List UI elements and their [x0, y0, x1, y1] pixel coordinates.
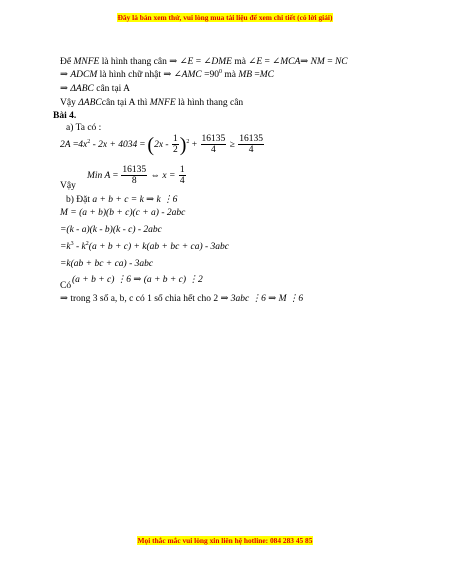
line-isosceles-triangle: ⇒ ΔABC cân tại A	[60, 84, 131, 94]
co-label: Có	[60, 281, 72, 291]
min-a-result: Min A = $\frac{16135}{8}$ ⇔ x = $\frac{1}{4}$	[87, 165, 185, 187]
line-isosceles-trapezoid: Để MNFE là hình thang cân ⇒ ∠E = ∠DME mà ∠E = ∠MCA⇒ NM = NC	[60, 57, 348, 67]
part-b-setup: b) Đặt a + b + c = k ⇒ k ⋮6	[66, 195, 178, 205]
final-conclusion: ⇒ trong 3 số a, b, c có 1 số chia hết cho 2 ⇒ 3abc ⋮6 ⇒ M ⋮6	[60, 294, 304, 304]
m-expression-3: $=k^3 - k^2(a + b + c) + k(ab$ + bc + ca) - 3abc	[60, 240, 229, 252]
m-expression-2: =(k - a)(k - b)(k - c) - 2abc	[60, 225, 162, 235]
m-expression-4: =k(ab + bc + ca) - 3abc	[60, 259, 154, 269]
equation-2a: $2A =4x^2 - 2x + 4034 = (2x$ - $\frac{1}{2}$ )$^2$ + $\frac{16135}{4}$ ≥ $\frac{16135}{4}$	[60, 133, 263, 156]
hotline-banner: Mọi thắc mắc vui lòng xin liên hệ hotline: 084 283 45 85	[137, 536, 313, 545]
line-rectangle: ⇒ ADCM là hình chữ nhật ⇒ ∠AMC $=90^0$ mà MB =MC	[60, 68, 275, 80]
exercise-heading: Bài 4.	[53, 111, 77, 121]
line-conclusion: Vậy ΔABCcân tại A thì MNFE là hình thang cân	[60, 98, 244, 108]
part-a-label: a) Ta có :	[66, 123, 102, 133]
m-expression-1: M = (a + b)(b + c)(c + a) - 2abc	[60, 208, 186, 218]
vay-label: Vậy	[60, 181, 76, 191]
preview-notice-banner: Đây là bản xem thử, vui lòng mua tài liệu để xem chi tiết (có lời giải)	[117, 13, 333, 22]
divisibility-line: (a + b + c) ⋮6 ⇒ (a + b + c) ⋮2	[72, 275, 203, 285]
